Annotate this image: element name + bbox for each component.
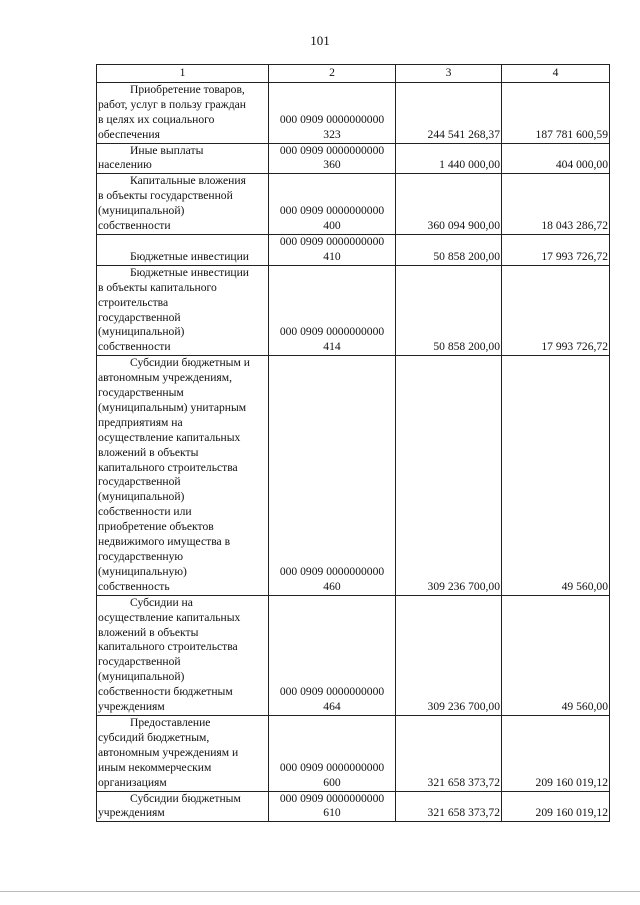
expense-name-line: Предоставление <box>130 715 211 729</box>
expense-name-line: вложений в объекты <box>98 445 199 459</box>
amount-col3-cell: 309 236 700,00 <box>396 356 502 596</box>
expense-name-line: предприятиям на <box>98 415 183 429</box>
budget-code-cell <box>269 791 396 822</box>
budget-code: 000 0909 0000000000 <box>279 564 385 578</box>
expense-name-line: Субсидии на <box>130 595 193 609</box>
expense-name-line: Капитальные вложения <box>130 174 246 188</box>
budget-code: 000 0909 0000000000 <box>279 143 385 157</box>
expense-name-line: работ, услуг в пользу граждан <box>98 97 246 111</box>
amount-col4-cell: 18 043 286,72 <box>502 174 610 235</box>
expense-name-line: автономным учреждениям, <box>98 371 232 385</box>
expense-type-code: 400 <box>323 219 341 233</box>
expense-name-line: Приобретение товаров, <box>130 82 245 96</box>
amount-col4-cell: 17 993 726,72 <box>502 234 610 265</box>
expense-type-code: 323 <box>323 127 341 141</box>
budget-code: 000 0909 0000000000 <box>279 204 385 218</box>
expense-name-cell <box>97 82 269 143</box>
table-row <box>97 356 610 596</box>
budget-code: 000 0909 0000000000 <box>279 234 385 248</box>
expense-type-code: 600 <box>323 775 341 789</box>
table-row <box>97 82 610 143</box>
expense-name-line: государственной <box>98 655 181 669</box>
amount-col3-cell: 360 094 900,00 <box>396 174 502 235</box>
amount-col4-cell: 49 560,00 <box>502 356 610 596</box>
budget-code-cell <box>269 356 396 596</box>
expense-name-line: собственности <box>98 219 171 233</box>
expense-name-line: (муниципальной) <box>98 670 185 684</box>
expense-name-line: Субсидии бюджетным <box>130 791 241 805</box>
expense-name-line: Субсидии бюджетным и <box>130 356 250 370</box>
amount-col4-cell: 17 993 726,72 <box>502 265 610 355</box>
expense-name-line: капитального строительства <box>98 460 238 474</box>
expense-type-code: 414 <box>323 340 341 354</box>
expense-type-code: 464 <box>323 700 341 714</box>
table-row <box>97 595 610 715</box>
expense-type-code: 460 <box>323 579 341 593</box>
expense-name-line: (муниципальной) <box>98 490 185 504</box>
budget-code-cell <box>269 595 396 715</box>
expense-name-line: в целях их социального <box>98 112 215 126</box>
header-col-1: 1 <box>97 65 269 83</box>
expense-name-cell <box>97 715 269 791</box>
table-header-row <box>97 65 610 83</box>
expense-name-line: иным некоммерческим <box>98 760 212 774</box>
expense-name-line: учреждениям <box>98 806 165 820</box>
expense-name-line: строительства <box>98 295 169 309</box>
budget-code: 000 0909 0000000000 <box>279 685 385 699</box>
expense-name-cell <box>97 265 269 355</box>
table-row <box>97 174 610 235</box>
amount-col3-cell: 309 236 700,00 <box>396 595 502 715</box>
expense-name-line: автономным учреждениям и <box>98 745 239 759</box>
expense-type-code: 610 <box>323 806 341 820</box>
expense-name-cell <box>97 234 269 265</box>
expense-name-line: организациям <box>98 775 167 789</box>
expense-name-line: в объекты капитального <box>98 280 217 294</box>
expense-name-line: (муниципальным) унитарным <box>98 400 247 414</box>
amount-col4-cell: 404 000,00 <box>502 143 610 174</box>
table-row <box>97 715 610 791</box>
expense-name-line: приобретение объектов <box>98 520 214 534</box>
amount-col3-cell: 1 440 000,00 <box>396 143 502 174</box>
expense-name-line: собственности <box>98 340 171 354</box>
budget-code-cell <box>269 234 396 265</box>
budget-code-cell <box>269 265 396 355</box>
budget-code-cell <box>269 143 396 174</box>
amount-col4-cell: 49 560,00 <box>502 595 610 715</box>
expense-name-cell <box>97 143 269 174</box>
amount-col4-cell: 209 160 019,12 <box>502 791 610 822</box>
expense-name-line: государственным <box>98 386 184 400</box>
expense-name-line: Бюджетные инвестиции <box>130 265 250 279</box>
expense-name-cell <box>97 791 269 822</box>
budget-code-cell <box>269 174 396 235</box>
expense-name-line: (муниципальной) <box>98 325 185 339</box>
budget-code: 000 0909 0000000000 <box>279 760 385 774</box>
expense-name-line: в объекты государственной <box>98 189 233 203</box>
expense-name-line: государственную <box>98 550 184 563</box>
page-bottom-rule <box>0 891 640 892</box>
expense-name-line: капитального строительства <box>98 640 238 654</box>
expense-name-line: собственность <box>98 579 170 593</box>
expense-name-line: субсидий бюджетным, <box>98 730 210 744</box>
expense-name-line: государственной <box>98 475 181 489</box>
budget-code-cell <box>269 82 396 143</box>
header-col-4: 4 <box>502 65 610 83</box>
expense-name-line: (муниципальной) <box>98 204 185 218</box>
table-row <box>97 791 610 822</box>
table-row <box>97 234 610 265</box>
table-row <box>97 143 610 174</box>
expense-name-line: государственной <box>98 310 181 324</box>
budget-code: 000 0909 0000000000 <box>279 325 385 339</box>
expense-type-code: 360 <box>323 158 341 172</box>
header-col-3: 3 <box>396 65 502 83</box>
expense-name-line: (муниципальную) <box>98 564 187 578</box>
expense-name-line: вложений в объекты <box>98 625 199 639</box>
amount-col4-cell: 187 781 600,59 <box>502 82 610 143</box>
expense-name-cell <box>97 595 269 715</box>
expense-name-cell <box>97 356 269 596</box>
expense-type-code: 410 <box>323 249 341 263</box>
budget-code-cell <box>269 715 396 791</box>
budget-table <box>96 64 610 822</box>
expense-name-line: Бюджетные инвестиции <box>130 249 250 263</box>
expense-name-line: недвижимого имущества в <box>98 535 231 549</box>
expense-name-line: собственности бюджетным <box>98 685 233 699</box>
page-number: 101 <box>310 33 330 48</box>
budget-code: 000 0909 0000000000 <box>279 791 385 805</box>
expense-name-line: учреждениям <box>98 700 165 714</box>
amount-col3-cell: 244 541 268,37 <box>396 82 502 143</box>
expense-name-line: осуществление капитальных <box>98 610 241 624</box>
table-row <box>97 265 610 355</box>
amount-col4-cell: 209 160 019,12 <box>502 715 610 791</box>
header-col-2: 2 <box>269 65 396 83</box>
budget-code: 000 0909 0000000000 <box>279 112 385 126</box>
expense-name-line: собственности или <box>98 505 192 519</box>
amount-col3-cell: 50 858 200,00 <box>396 265 502 355</box>
amount-col3-cell: 321 658 373,72 <box>396 715 502 791</box>
amount-col3-cell: 321 658 373,72 <box>396 791 502 822</box>
expense-name-line: обеспечения <box>98 127 160 141</box>
expense-name-line: населению <box>98 158 152 172</box>
expense-name-line: осуществление капитальных <box>98 430 241 444</box>
expense-name-cell <box>97 174 269 235</box>
expense-name-line: Иные выплаты <box>130 143 204 157</box>
amount-col3-cell: 50 858 200,00 <box>396 234 502 265</box>
